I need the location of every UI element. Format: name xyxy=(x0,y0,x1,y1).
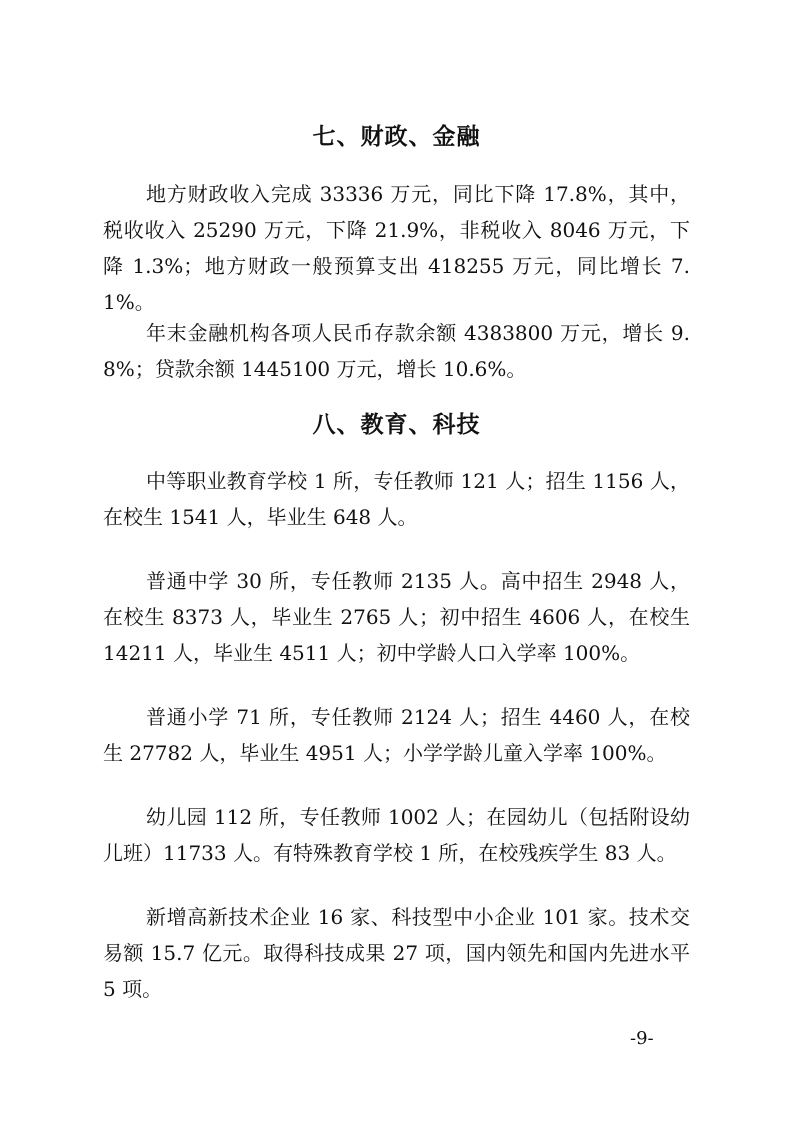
paragraph-kindergartens: 幼儿园 112 所，专任教师 1002 人；在园幼儿（包括附设幼儿班）11733 人。有特殊教育学校 1 所，在校残疾学生 83 人。 xyxy=(103,805,690,865)
paragraph-middle-schools: 普通中学 30 所，专任教师 2135 人。高中招生 2948 人，在校生 8373 人，毕业生 2765 人；初中招生 4606 人，在校生 14211 人，毕业生 4511 人；初中学龄人口入学率 100%。 xyxy=(103,569,690,665)
paragraph-technology: 新增高新技术企业 16 家、科技型中小企业 101 家。技术交易额 15.7 亿元。取得科技成果 27 项，国内领先和国内先进水平 5 项。 xyxy=(103,905,690,1001)
paragraph-vocational-school: 中等职业教育学校 1 所，专任教师 121 人；招生 1156 人，在校生 1541 人，毕业生 648 人。 xyxy=(103,469,690,529)
paragraph-fiscal-revenue: 地方财政收入完成 33336 万元，同比下降 17.8%，其中，税收收入 25290 万元，下降 21.9%，非税收入 8046 万元，下降 1.3%；地方财政一般预算支出 418255 万元，同比增长 7.1%。 xyxy=(103,182,690,314)
paragraph-bank-deposits: 年末金融机构各项人民币存款余额 4383800 万元，增长 9.8%；贷款余额 1445100 万元，增长 10.6%。 xyxy=(103,321,690,381)
paragraph-primary-schools: 普通小学 71 所，专任教师 2124 人；招生 4460 人，在校生 27782 人，毕业生 4951 人；小学学龄儿童入学率 100%。 xyxy=(103,705,690,765)
section-heading-finance: 七、财政、金融 xyxy=(312,124,481,150)
section-heading-education: 八、教育、科技 xyxy=(312,412,481,438)
page-number: -9- xyxy=(630,1028,654,1049)
